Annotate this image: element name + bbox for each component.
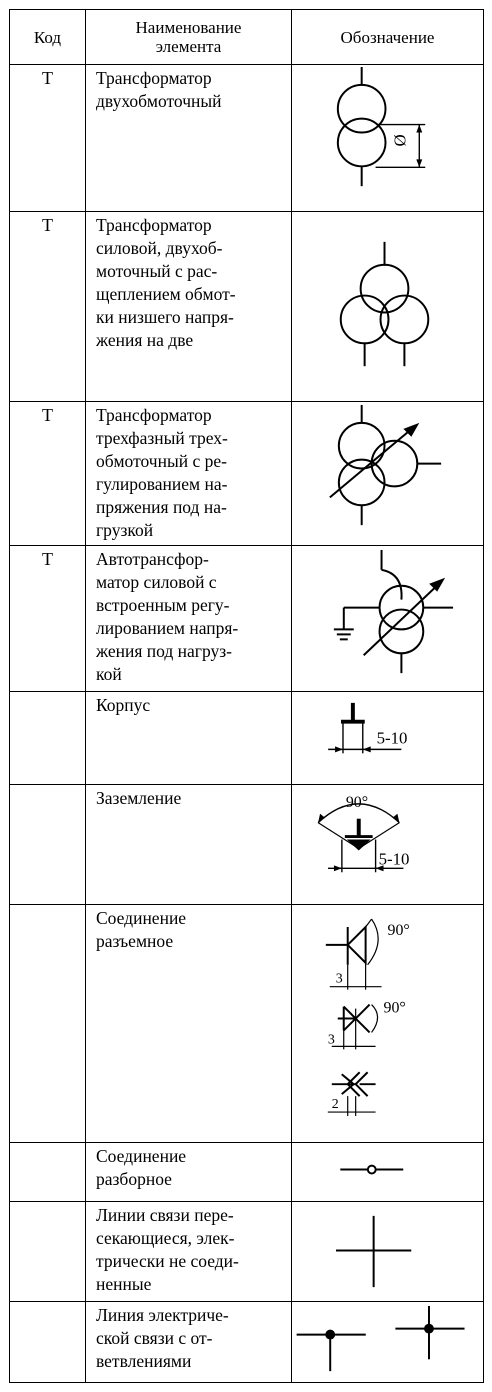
name-line: ненные: [96, 1274, 152, 1294]
name-line: гулированием на-: [96, 474, 228, 494]
name-line: встроенным регу-: [96, 595, 230, 615]
name-line: обмоточный с ре-: [96, 451, 227, 471]
angle-label: 90°: [387, 921, 410, 939]
autotransformer-icon: [292, 546, 483, 691]
table-row: [10, 905, 484, 1143]
row-name: [86, 402, 292, 546]
name-line: пряжения под на-: [96, 497, 227, 517]
name-line: жения на две: [96, 330, 194, 350]
name-line: ской связи с от-: [96, 1328, 213, 1348]
three-winding-regulated-transformer-icon: [292, 402, 483, 545]
housing-icon: [292, 692, 483, 784]
name-line: двухобмоточный: [96, 91, 222, 111]
name-line: разъемное: [96, 931, 174, 951]
row-symbol: [292, 1302, 484, 1383]
table-row: [10, 65, 484, 212]
name-line: Трансформатор: [96, 68, 212, 88]
table-row: [10, 785, 484, 905]
ground-size-label: 5-10: [378, 849, 410, 869]
row-code: [10, 905, 86, 1143]
name-line: Заземление: [96, 788, 182, 808]
header-name-line: Наименование: [135, 18, 242, 37]
split-winding-transformer-icon: [292, 212, 483, 401]
row-code: Т: [10, 212, 86, 402]
row-code: [10, 785, 86, 905]
name-line: трически не соеди-: [96, 1251, 239, 1271]
name-line: матор силовой с: [96, 572, 217, 592]
two-winding-transformer-icon: [292, 65, 483, 211]
row-name: [86, 785, 292, 905]
crossing-lines-icon: [292, 1202, 483, 1301]
name-line: лированием напря-: [96, 618, 239, 638]
table-row: [10, 692, 484, 785]
detachable-connection-icon: [292, 905, 483, 1142]
row-symbol: [292, 65, 484, 212]
row-symbol: [292, 785, 484, 905]
header-row: [10, 10, 484, 65]
row-symbol: [292, 1202, 484, 1302]
diameter-label: Ø: [390, 134, 410, 147]
name-line: Соединение: [96, 908, 187, 928]
angle-label: 90°: [383, 999, 406, 1017]
row-symbol: [292, 905, 484, 1143]
table-row: [10, 1143, 484, 1202]
name-line: разборное: [96, 1169, 172, 1189]
name-line: моточный с рас-: [96, 261, 218, 281]
name-line: Линия электриче-: [96, 1305, 229, 1325]
dim-label: 3: [335, 971, 343, 987]
row-symbol: [292, 1143, 484, 1202]
row-name: [86, 65, 292, 212]
table-row: [10, 1202, 484, 1302]
ground-icon: [292, 785, 483, 904]
row-symbol: [292, 402, 484, 546]
name-line: кой: [96, 664, 122, 684]
name-line: Корпус: [96, 695, 151, 715]
symbols-table: [9, 9, 484, 1383]
name-line: Трансформатор: [96, 405, 212, 425]
ground-angle-label: 90°: [345, 793, 369, 811]
branching-line-icon: [292, 1302, 483, 1382]
header-symbol: Обозначение: [292, 10, 484, 65]
table-row: [10, 546, 484, 692]
demountable-connection-icon: [292, 1143, 483, 1201]
row-code: [10, 1143, 86, 1202]
housing-size-label: 5-10: [376, 728, 408, 748]
row-symbol: [292, 546, 484, 692]
row-code: [10, 692, 86, 785]
table-row: [10, 212, 484, 402]
row-code: [10, 1302, 86, 1383]
row-code: [10, 1202, 86, 1302]
row-name: [86, 546, 292, 692]
row-code: Т: [10, 546, 86, 692]
row-name: [86, 1143, 292, 1202]
row-name: [86, 1302, 292, 1383]
name-line: секающиеся, элек-: [96, 1228, 235, 1248]
name-line: трехфазный трех-: [96, 428, 228, 448]
row-code: Т: [10, 402, 86, 546]
name-line: силовой, двухоб-: [96, 238, 223, 258]
header-name-line: элемента: [155, 37, 222, 56]
dim-label: 3: [327, 1032, 335, 1048]
name-line: Линии связи пере-: [96, 1205, 234, 1225]
table-row: [10, 402, 484, 546]
header-name: [86, 10, 292, 65]
name-line: жения под нагруз-: [96, 641, 232, 661]
row-name: [86, 1202, 292, 1302]
name-line: Автотрансфор-: [96, 549, 209, 569]
row-name: [86, 212, 292, 402]
row-name: [86, 692, 292, 785]
header-code: Код: [10, 10, 86, 65]
table-row: [10, 1302, 484, 1383]
row-code: Т: [10, 65, 86, 212]
name-line: грузкой: [96, 520, 154, 540]
name-line: ки низшего напря-: [96, 307, 234, 327]
row-symbol: [292, 692, 484, 785]
name-line: Трансформатор: [96, 215, 212, 235]
name-line: щеплением обмот-: [96, 284, 236, 304]
name-line: ветвлениями: [96, 1351, 192, 1371]
row-symbol: [292, 212, 484, 402]
name-line: Соединение: [96, 1146, 187, 1166]
row-name: [86, 905, 292, 1143]
dim-label: 2: [331, 1097, 339, 1113]
